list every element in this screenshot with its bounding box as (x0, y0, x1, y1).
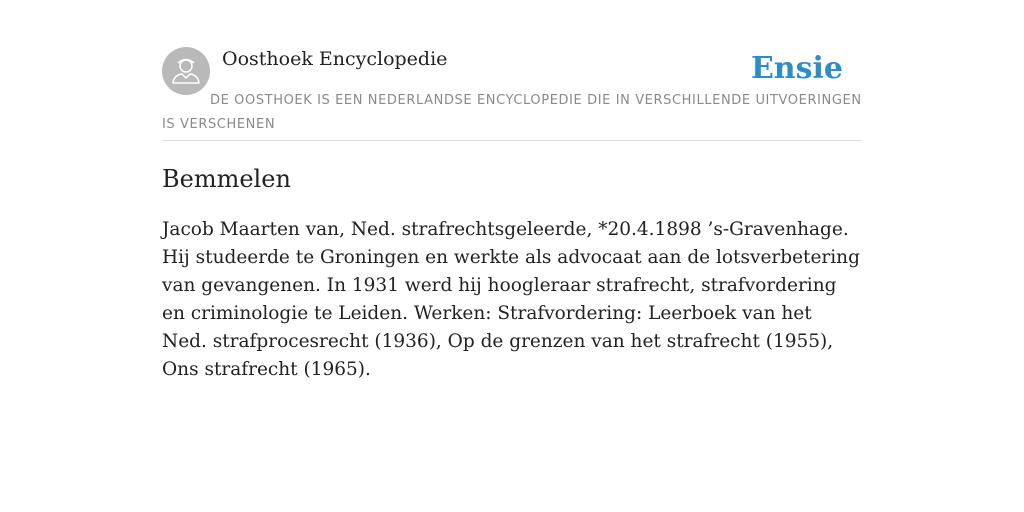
source-description: DE OOSTHOEK IS EEN NEDERLANDSE ENCYCLOPEDIE DIE IN VERSCHILLENDE UITVOERINGEN IS VERSCHENEN (162, 93, 862, 132)
user-icon[interactable] (162, 47, 210, 95)
article-title: Bemmelen (162, 165, 291, 193)
article-body: Jacob Maarten van, Ned. strafrechtsgeleerde, *20.4.1898 ’s-Gravenhage. Hij studeerde te Groningen en werkte als advocaat aan de lotsverbetering van gevangenen. In 1931 werd hij hoogleraar strafrecht, strafvordering en criminologie te Leiden. Werken: Strafvordering: Leerboek van het Ned. strafprocesrecht (1936), Op de grenzen van het strafrecht (1955), Ons strafrecht (1965). (162, 219, 860, 380)
source-title[interactable]: Oosthoek Encyclopedie (222, 48, 448, 70)
ensie-logo[interactable]: Ensie (750, 51, 843, 86)
source-header (162, 44, 862, 141)
article-card (162, 44, 862, 380)
